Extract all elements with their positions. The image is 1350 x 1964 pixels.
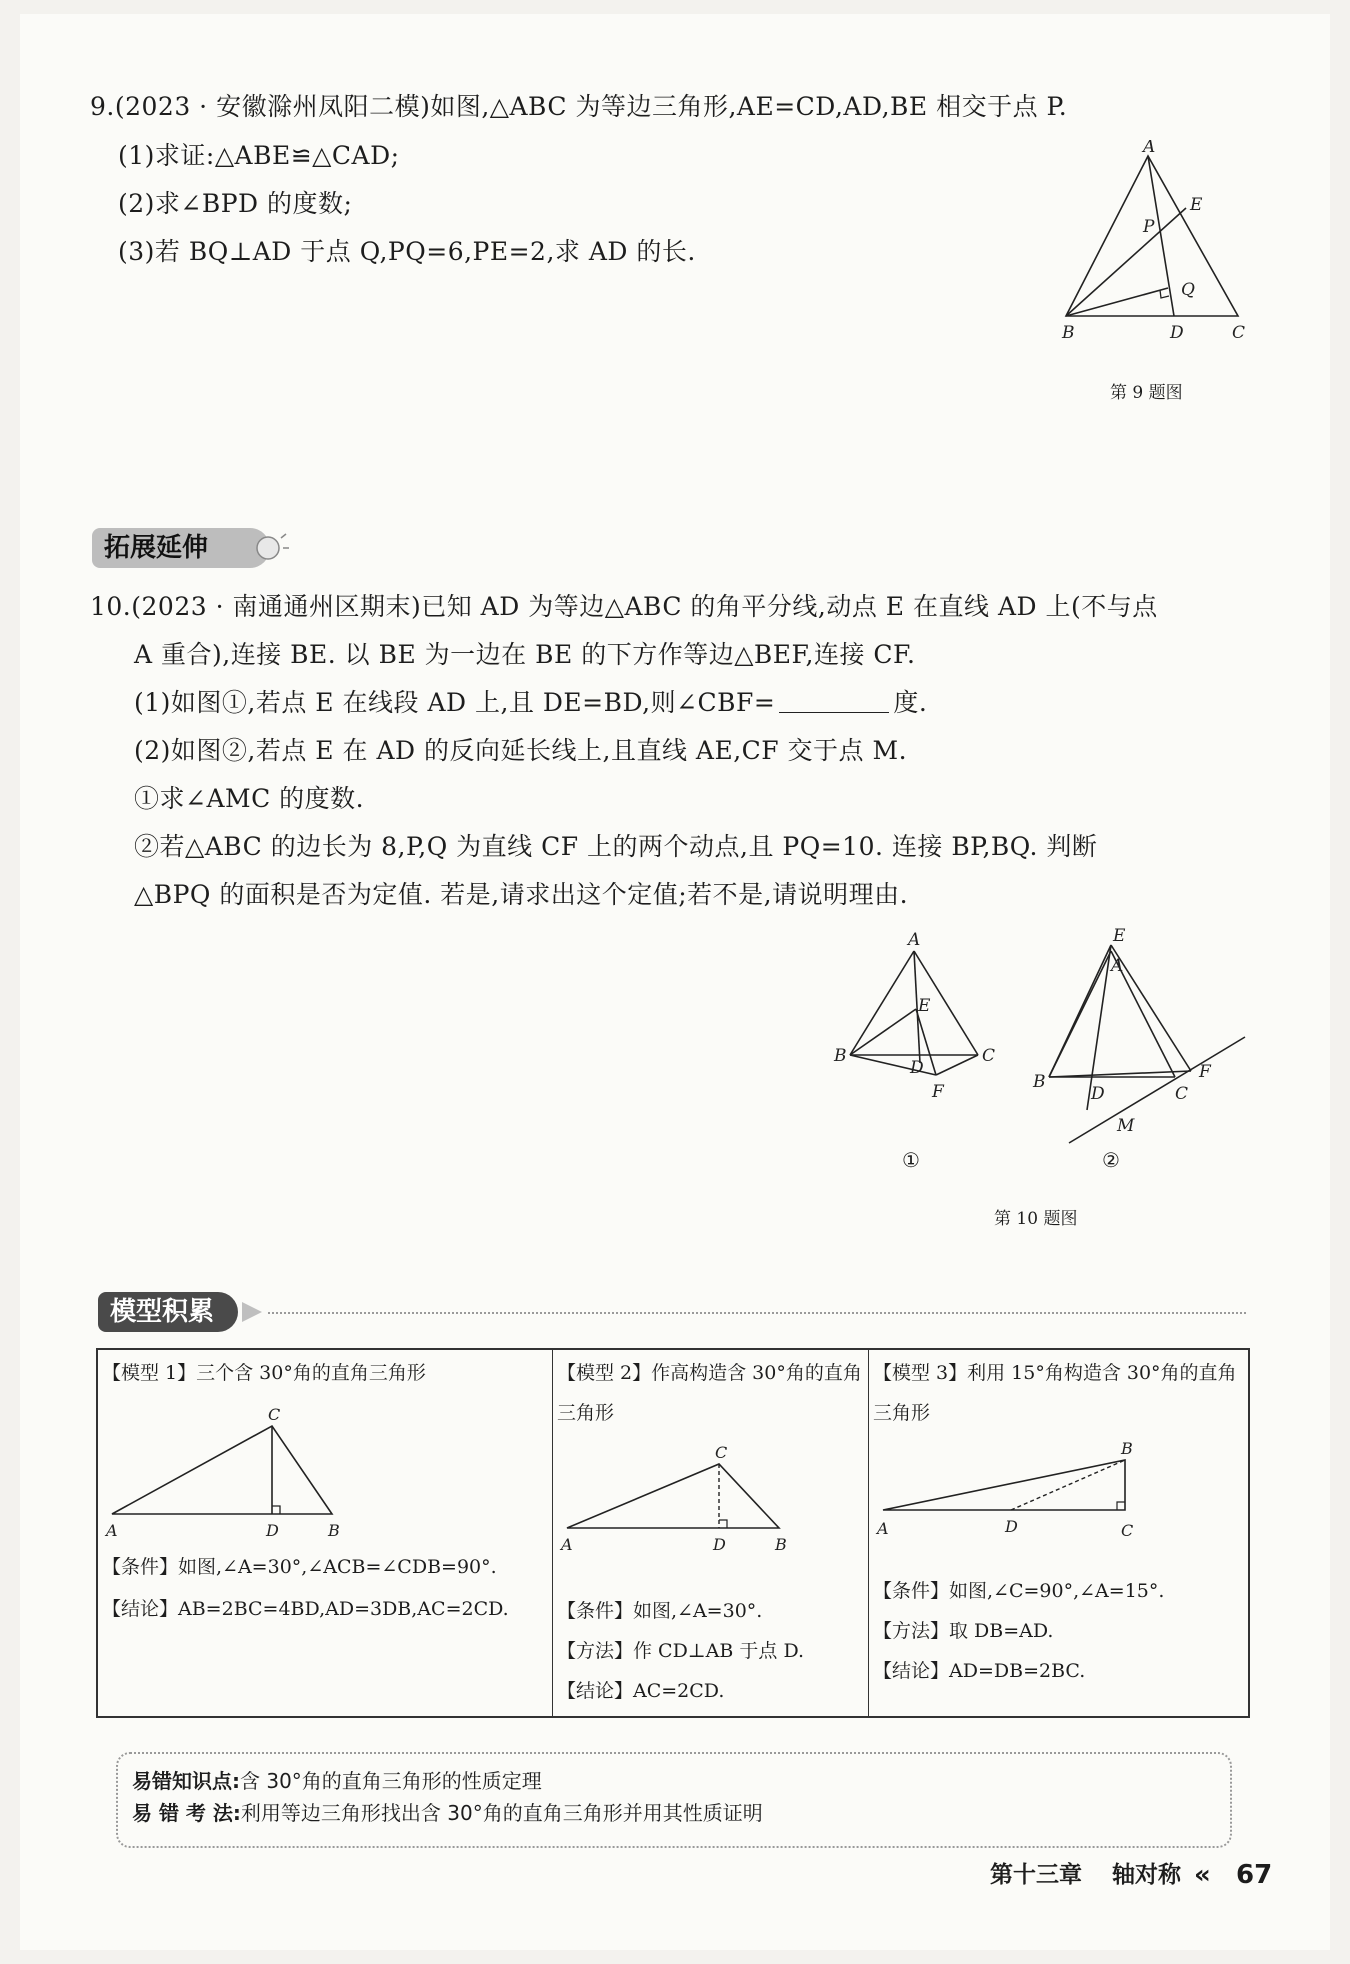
segment-cf bbox=[936, 1055, 978, 1075]
tip-label-2: 易 错 考 法: bbox=[132, 1801, 241, 1825]
label-c: C bbox=[715, 1443, 728, 1462]
segment-bf bbox=[1049, 1071, 1191, 1077]
q10-part2: (2)如图②,若点 E 在 AD 的反向延长线上,且直线 AE,CF 交于点 M. bbox=[134, 736, 908, 765]
answer-blank[interactable] bbox=[779, 690, 889, 713]
q10-part2a: ①求∠AMC 的度数. bbox=[134, 784, 365, 813]
label-m: M bbox=[1117, 1116, 1135, 1136]
q9-part2: (2)求∠BPD 的度数; bbox=[118, 189, 353, 218]
right-angle-mark bbox=[1160, 290, 1169, 298]
label-b: B bbox=[775, 1535, 787, 1554]
model-1-condition: 【条件】如图,∠A=30°,∠ACB=∠CDB=90°. bbox=[102, 1556, 497, 1578]
q10-figure-caption: 第 10 题图 bbox=[994, 1209, 1078, 1229]
label-a: A bbox=[1143, 140, 1156, 157]
label-d: D bbox=[910, 1058, 924, 1078]
model-1-title: 【模型 1】三个含 30°角的直角三角形 bbox=[102, 1362, 426, 1384]
model-table bbox=[96, 1348, 1250, 1718]
tip-line-2 bbox=[132, 1798, 763, 1828]
label-a: A bbox=[877, 1519, 889, 1538]
triangle-arrow-icon bbox=[240, 1300, 264, 1324]
model-3-title: 【模型 3】利用 15°角构造含 30°角的直角 bbox=[873, 1362, 1237, 1384]
q10-part1-unit: 度. bbox=[893, 688, 928, 717]
q9-part1: (1)求证:△ABE≌△CAD; bbox=[118, 141, 400, 170]
label-d: D bbox=[1170, 323, 1184, 343]
model-3-condition: 【条件】如图,∠C=90°,∠A=15°. bbox=[873, 1580, 1165, 1602]
tip-text-2: 利用等边三角形找出含 30°角的直角三角形并用其性质证明 bbox=[240, 1801, 763, 1825]
model-2-figure bbox=[559, 1442, 799, 1562]
q10-part2b: ②若△ABC 的边长为 8,P,Q 为直线 CF 上的两个动点,且 PQ=10. 连接 BP,BQ. 判断 bbox=[134, 832, 1098, 861]
error-tips-box bbox=[116, 1752, 1232, 1848]
q10-part2b-cont: △BPQ 的面积是否为定值. 若是,请求出这个定值;若不是,请说明理由. bbox=[134, 880, 909, 909]
model-1-cell bbox=[98, 1350, 552, 1716]
label-c: C bbox=[1121, 1521, 1134, 1540]
label-f: F bbox=[932, 1082, 944, 1102]
model-3-cell bbox=[868, 1350, 1248, 1716]
model-2-title: 【模型 2】作高构造含 30°角的直角 bbox=[557, 1362, 862, 1384]
section-models-title: 模型积累 bbox=[98, 1292, 238, 1332]
label-a: A bbox=[106, 1521, 118, 1540]
model-2-method: 【方法】作 CD⊥AB 于点 D. bbox=[557, 1640, 805, 1662]
q10-part1 bbox=[134, 686, 927, 720]
q10-stem-line2: A 重合),连接 BE. 以 BE 为一边在 BE 的下方作等边△BEF,连接 CF. bbox=[134, 640, 916, 669]
label-c: C bbox=[982, 1046, 996, 1066]
label-b: B bbox=[1121, 1442, 1133, 1458]
page-number: 67 bbox=[1236, 1860, 1273, 1890]
label-c: C bbox=[1232, 323, 1246, 343]
label-f: F bbox=[1199, 1062, 1211, 1082]
model-3-title-cont: 三角形 bbox=[873, 1402, 931, 1424]
label-b: B bbox=[834, 1046, 847, 1066]
label-p: P bbox=[1143, 217, 1155, 237]
label-a: A bbox=[561, 1535, 573, 1554]
figure-2-mark: ② bbox=[1102, 1148, 1120, 1172]
label-d: D bbox=[1005, 1517, 1018, 1536]
model-3-figure bbox=[875, 1442, 1135, 1552]
double-chevron-left-icon: « bbox=[1194, 1860, 1211, 1890]
label-d: D bbox=[266, 1521, 279, 1540]
label-q: Q bbox=[1181, 280, 1195, 300]
q10-part1-text: (1)如图①,若点 E 在线段 AD 上,且 DE=BD,则∠CBF= bbox=[134, 688, 776, 717]
figure-1-mark: ① bbox=[902, 1148, 920, 1172]
segment-ab bbox=[850, 951, 914, 1055]
label-e: E bbox=[1190, 195, 1203, 215]
label-c: C bbox=[1175, 1084, 1189, 1104]
label-e: E bbox=[918, 996, 931, 1016]
label-b: B bbox=[1062, 323, 1075, 343]
model-2-condition: 【条件】如图,∠A=30°. bbox=[557, 1600, 763, 1622]
label-b: B bbox=[328, 1521, 340, 1540]
tip-text-1: 含 30°角的直角三角形的性质定理 bbox=[240, 1769, 542, 1793]
q10-stem-line1: 10.(2023 · 南通通州区期末)已知 AD 为等边△ABC 的角平分线,动点 E 在直线 AD 上(不与点 bbox=[90, 592, 1158, 621]
section-extend-title: 拓展延伸 bbox=[92, 528, 270, 568]
label-c: C bbox=[268, 1405, 281, 1424]
label-a: A bbox=[908, 930, 921, 950]
label-e: E bbox=[1113, 926, 1126, 946]
tip-line-1 bbox=[132, 1766, 542, 1796]
divider-dots bbox=[268, 1312, 1246, 1314]
tip-label-1: 易错知识点: bbox=[132, 1769, 240, 1793]
label-a: A bbox=[1111, 956, 1124, 976]
label-d: D bbox=[1091, 1084, 1105, 1104]
q9-part3: (3)若 BQ⊥AD 于点 Q,PQ=6,PE=2,求 AD 的长. bbox=[118, 237, 696, 266]
model-2-conclusion: 【结论】AC=2CD. bbox=[557, 1680, 725, 1702]
model-3-conclusion: 【结论】AD=DB=2BC. bbox=[873, 1660, 1086, 1682]
lightbulb-icon bbox=[250, 528, 290, 568]
model-1-conclusion: 【结论】AB=2BC=4BD,AD=3DB,AC=2CD. bbox=[102, 1598, 509, 1620]
footer-title: 轴对称 bbox=[1112, 1862, 1181, 1888]
footer-chapter: 第十三章 bbox=[990, 1862, 1082, 1888]
model-1-figure bbox=[104, 1402, 344, 1542]
q9-figure bbox=[1040, 140, 1260, 350]
q9-figure-caption: 第 9 题图 bbox=[1110, 383, 1183, 403]
model-3-method: 【方法】取 DB=AD. bbox=[873, 1620, 1054, 1642]
segment-be bbox=[850, 1009, 916, 1055]
label-b: B bbox=[1033, 1072, 1046, 1092]
label-d: D bbox=[713, 1535, 726, 1554]
model-2-cell bbox=[552, 1350, 868, 1716]
q10-figure-1 bbox=[830, 925, 1010, 1125]
q10-figure-2 bbox=[1025, 925, 1255, 1145]
model-2-title-cont: 三角形 bbox=[557, 1402, 615, 1424]
q9-stem: 9.(2023 · 安徽滁州凤阳二模)如图,△ABC 为等边三角形,AE=CD,AD,BE 相交于点 P. bbox=[90, 92, 1068, 121]
